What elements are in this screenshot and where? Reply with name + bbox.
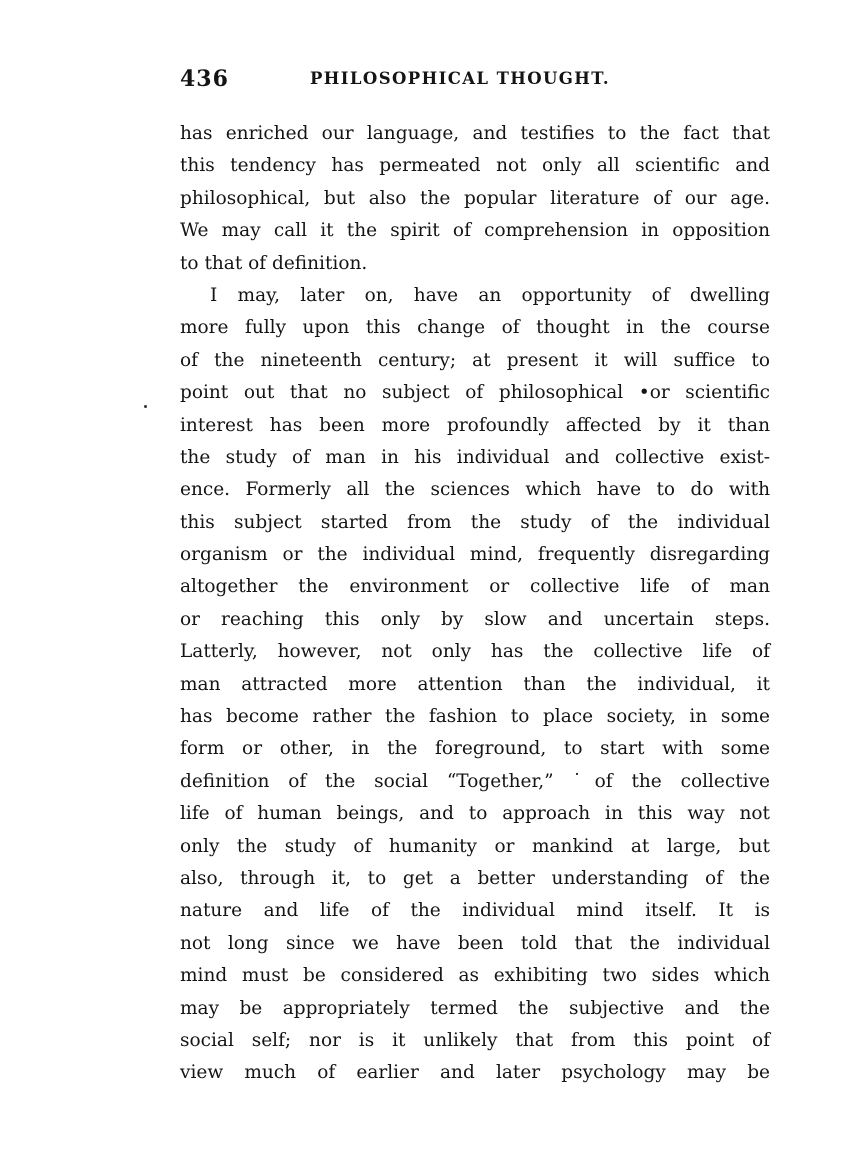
text-line: or reaching this only by slow and uncertain steps.	[180, 608, 770, 630]
text-line: social self; nor is it unlikely that from this point of	[180, 1029, 770, 1051]
text-line: has become rather the fashion to place society, in some	[180, 706, 770, 728]
text-line: to that of definition.	[180, 252, 368, 274]
text-line: man attracted more attention than the individual, it	[180, 673, 770, 695]
paragraph-1	[180, 118, 770, 280]
text-line: more fully upon this change of thought in the course	[180, 317, 770, 339]
text-line: this subject started from the study of the individual	[180, 511, 770, 533]
running-title: PHILOSOPHICAL THOUGHT.	[310, 69, 610, 88]
body-text	[180, 118, 770, 1090]
text-line: ence. Formerly all the sciences which have to do with	[180, 479, 770, 501]
margin-speck	[144, 405, 147, 408]
page-number: 436	[180, 66, 229, 92]
text-line: I may, later on, have an opportunity of dwelling	[210, 284, 770, 306]
paragraph-2	[180, 280, 770, 1090]
text-line: nature and life of the individual mind itself. It is	[180, 900, 770, 922]
text-line: this tendency has permeated not only all scientific and	[180, 155, 770, 177]
text-line: form or other, in the foreground, to start with some	[180, 738, 770, 760]
running-header	[180, 66, 780, 96]
text-line: the study of man in his individual and collective exist-	[180, 446, 770, 468]
text-line: also, through it, to get a better understanding of the	[180, 867, 770, 889]
text-line: interest has been more profoundly affected by it than	[180, 414, 770, 436]
text-line: point out that no subject of philosophical •or scientific	[180, 382, 770, 404]
text-line: view much of earlier and later psychology may be	[180, 1062, 770, 1084]
text-line: has enriched our language, and testifies to the fact that	[180, 123, 770, 144]
text-line: not long since we have been told that the individual	[180, 932, 770, 954]
text-line: altogether the environment or collective life of man	[180, 576, 770, 598]
text-line: life of human beings, and to approach in this way not	[180, 803, 770, 825]
text-line: definition of the social “Together,” ˙of the collective	[180, 770, 770, 792]
text-line: Latterly, however, not only has the collective life of	[180, 641, 770, 663]
text-line: of the nineteenth century; at present it will suffice to	[180, 349, 770, 371]
text-line: We may call it the spirit of comprehension in opposition	[180, 220, 770, 242]
text-line: philosophical, but also the popular literature of our age.	[180, 187, 770, 209]
text-line: mind must be considered as exhibiting two sides which	[180, 965, 770, 987]
text-line: may be appropriately termed the subjective and the	[180, 997, 770, 1019]
text-line: organism or the individual mind, frequently disregarding	[180, 544, 770, 566]
text-line: only the study of humanity or mankind at large, but	[180, 835, 770, 857]
